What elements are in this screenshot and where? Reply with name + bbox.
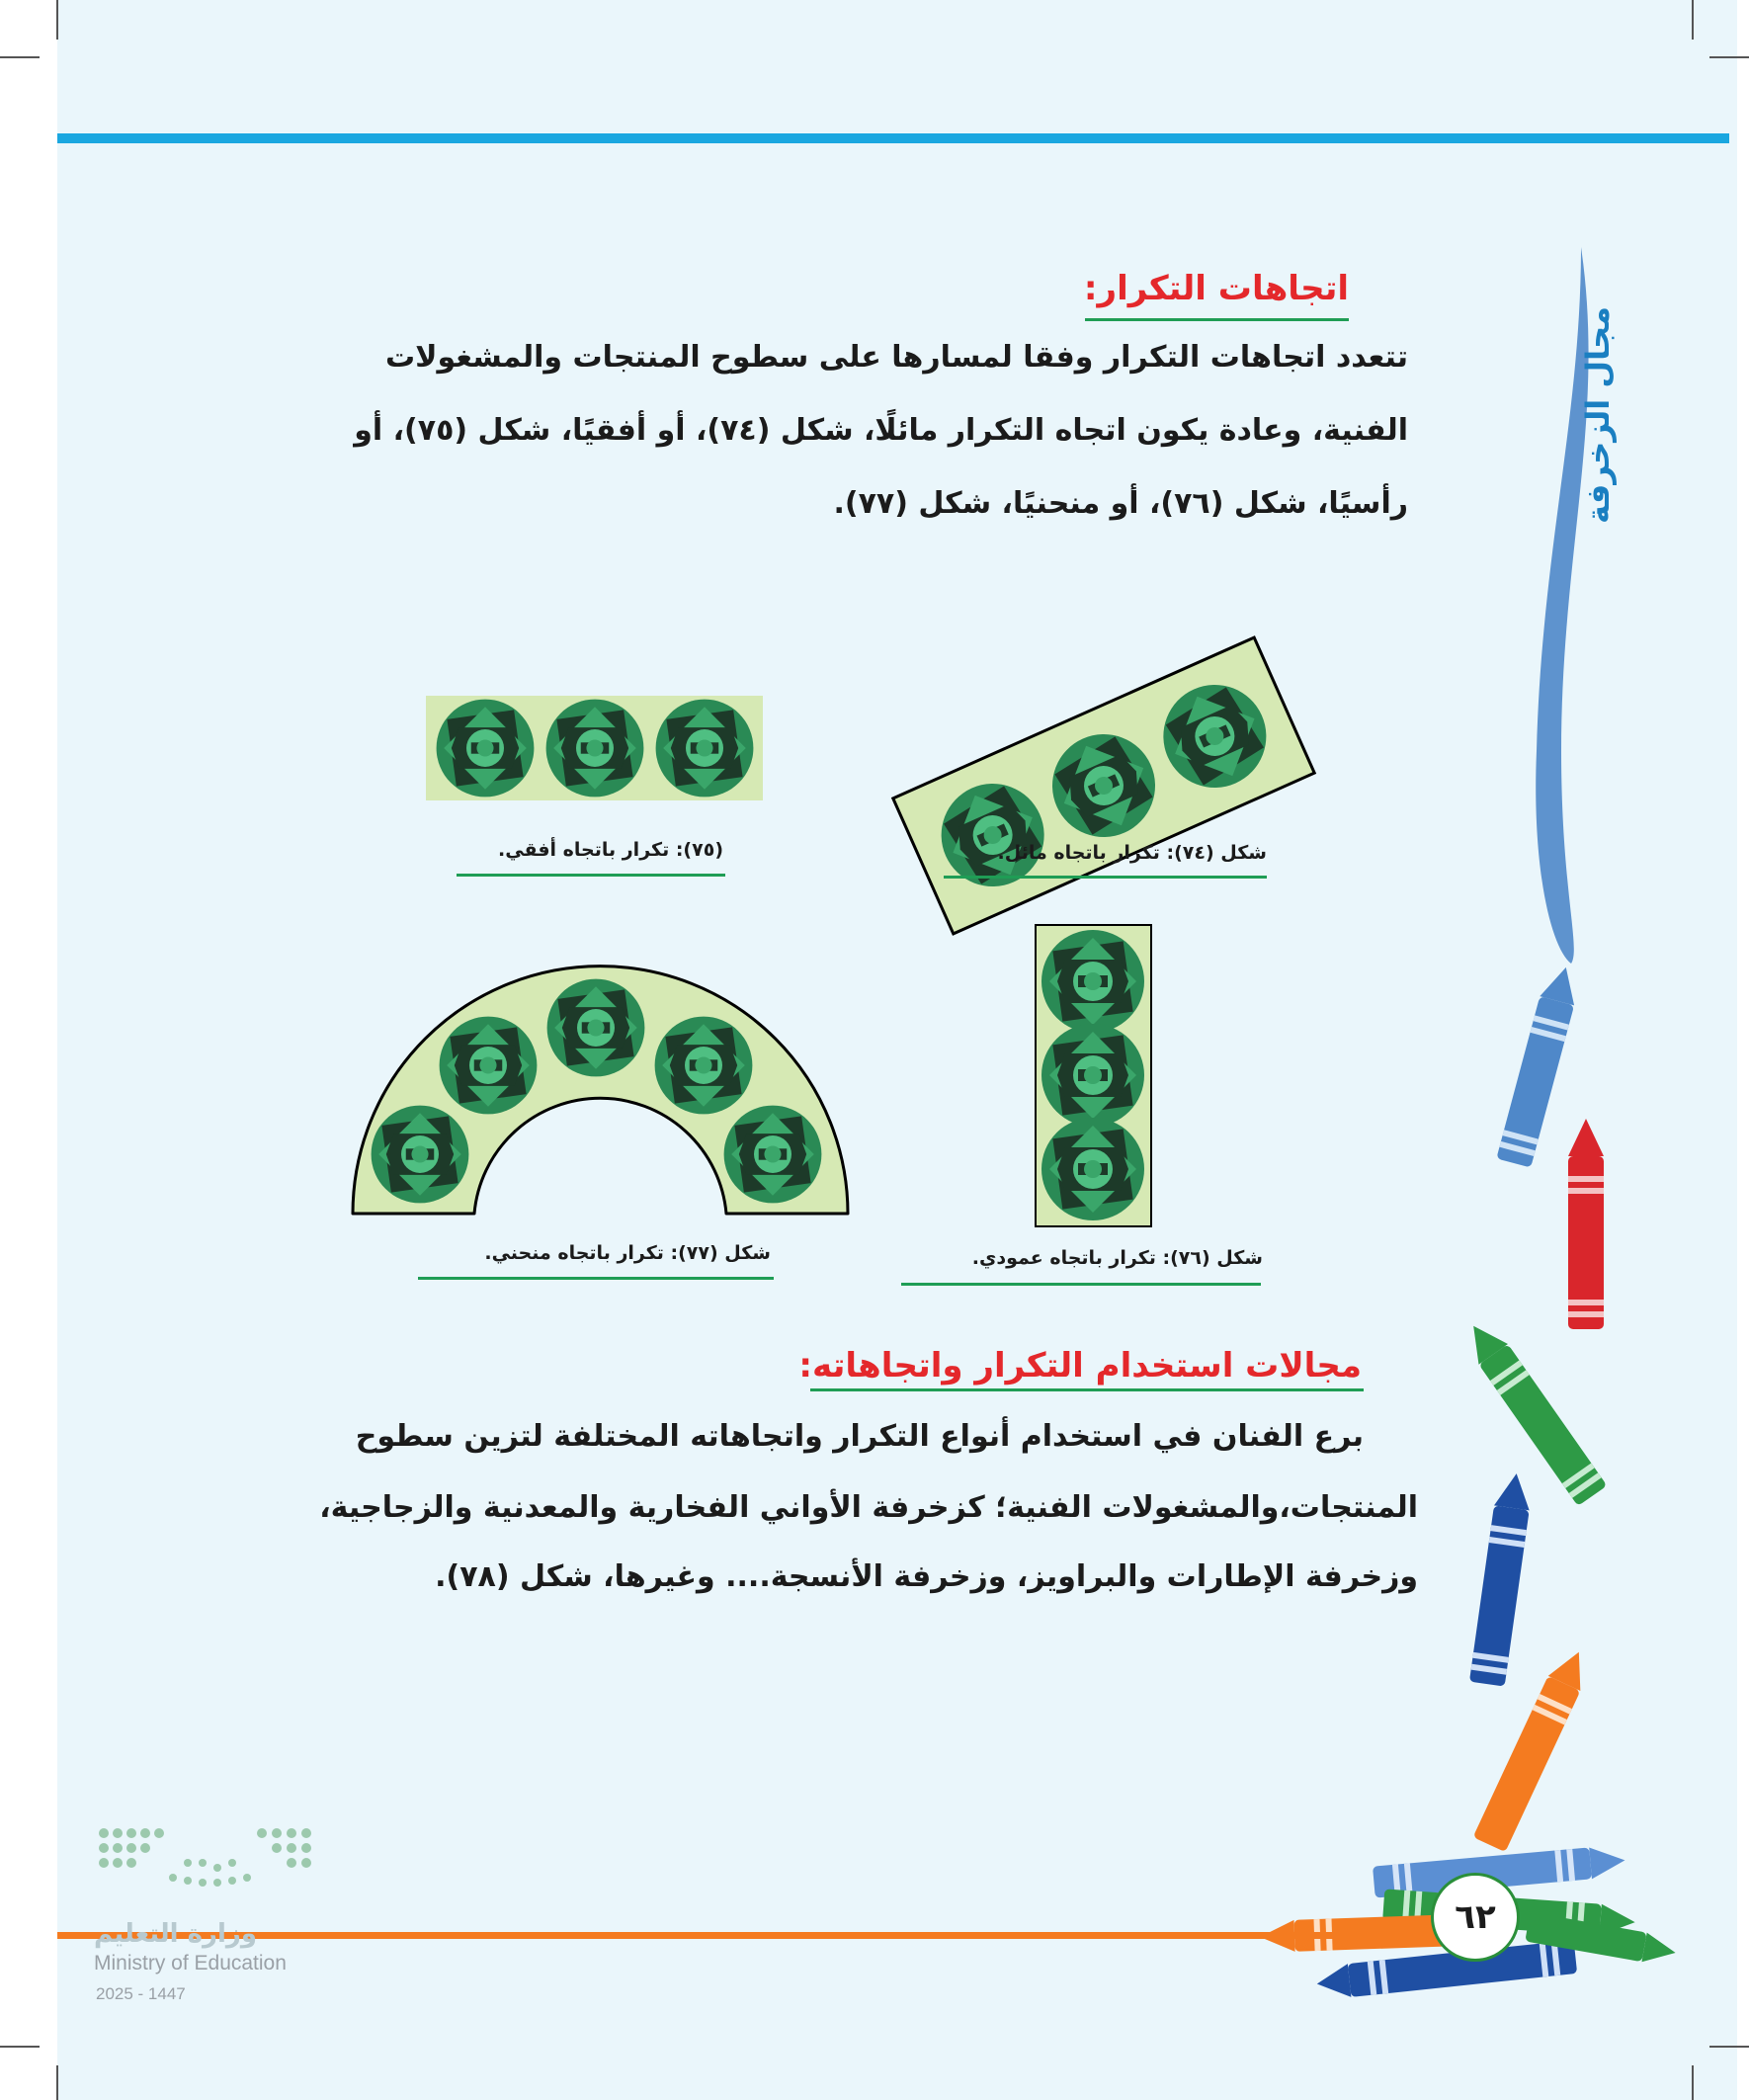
figure-75-horizontal-pattern: [426, 696, 763, 800]
motif-icon: [724, 1106, 822, 1204]
section-heading-usage-fields: مجالات استخدام التكرار واتجاهاته:: [798, 1346, 1362, 1386]
figure-76-vertical-pattern: [1036, 925, 1151, 1226]
ministry-year: 2025 - 1447: [96, 1984, 186, 2003]
figure-74-diagonal-pattern: [893, 637, 1314, 934]
caption-figure-75: (٧٥): تكرار باتجاه أفقي.: [498, 839, 723, 861]
motif-icon: [547, 979, 645, 1077]
paragraph-line: المنتجات،والمشغولات الفنية؛ كزخرفة الأواني الفخارية والمعدنية والزجاجية،: [319, 1490, 1418, 1525]
motif-icon: [655, 1017, 753, 1115]
motif-icon: [546, 700, 644, 798]
paragraph-line: وزخرفة الإطارات والبراويز، وزخرفة الأنسجة.... وغيرها، شكل (٧٨).: [435, 1559, 1418, 1594]
motif-icon: [656, 700, 754, 798]
motif-icon: [1041, 1024, 1144, 1127]
caption-underline: [944, 876, 1267, 879]
figure-77-curved-pattern: [353, 966, 848, 1214]
motif-icon: [440, 1017, 538, 1115]
ministry-logo-dots-icon: [94, 1823, 331, 1902]
caption-figure-76: شكل (٧٦): تكرار باتجاه عمودي.: [971, 1247, 1263, 1269]
motif-icon: [372, 1106, 469, 1204]
side-section-title: مجال الزخرفة: [1579, 306, 1617, 525]
paragraph-line: تتعدد اتجاهات التكرار وفقا لمسارها على سطوح المنتجات والمشغولات: [385, 340, 1408, 375]
caption-underline: [418, 1277, 774, 1280]
paragraph-line: برع الفنان في استخدام أنواع التكرار واتجاهاته المختلفة لتزين سطوح: [355, 1419, 1364, 1454]
motif-icon: [1041, 1118, 1144, 1220]
ministry-name-english: Ministry of Education: [94, 1952, 287, 1974]
caption-figure-77: شكل (٧٧): تكرار باتجاه منحني.: [484, 1242, 771, 1264]
caption-underline: [457, 874, 725, 877]
motif-icon: [437, 700, 535, 798]
ministry-name-arabic: وزارة التعليم: [94, 1919, 257, 1949]
motif-icon: [1041, 930, 1144, 1033]
caption-underline: [901, 1283, 1261, 1286]
heading-underline: [810, 1388, 1364, 1391]
paragraph-line: الفنية، وعادة يكون اتجاه التكرار مائلًا، شكل (٧٤)، أو أفقيًا، شكل (٧٥)، أو: [354, 413, 1408, 448]
caption-figure-74: شكل (٧٤): تكرار باتجاه مائل.: [997, 842, 1267, 864]
page-number-badge: ٦٢: [1431, 1873, 1520, 1962]
bottom-accent-bar: [57, 1932, 1490, 1939]
paragraph-line: رأسيًا، شكل (٧٦)، أو منحنيًا، شكل (٧٧).: [833, 486, 1408, 521]
section-heading-repetition-directions: اتجاهات التكرار:: [1083, 269, 1349, 308]
